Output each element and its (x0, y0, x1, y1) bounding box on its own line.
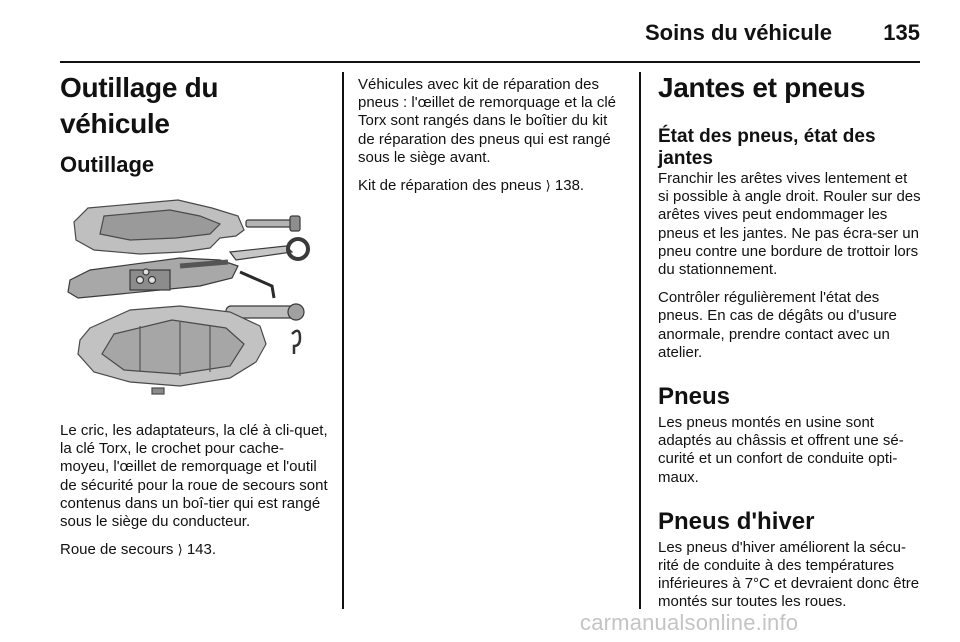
tools-description: Le cric, les adaptateurs, la clé à cli-quet, la clé Torx, le crochet pour cache-moyeu, l'œillet de remorquage et l'outil de sécurité pour la roue de secours sont contenus dans un boî-tier qui est rangé sous le siège du conducteur. (60, 422, 328, 531)
tyre-condition-text-2: Contrôler régulièrement l'état des pneus. En cas de dégâts ou d'usure anormale, prendre contact avec un atelier. (658, 289, 897, 361)
repair-kit-page-ref[interactable]: 138. (554, 177, 585, 195)
page-number: 135 (883, 20, 920, 45)
watermark: carmanualsonline.info (580, 610, 799, 635)
spare-wheel-reference (60, 541, 328, 559)
winter-tyres-text: Les pneus d'hiver améliorent la sécu-rité de conduite à des températures inférieures à 7°C et devraient donc être montés sur toutes les roues. (658, 538, 920, 611)
subheading-tyre-condition: État des pneus, état des jantes (658, 126, 876, 169)
xref-arrow-icon: ⟩ (177, 542, 183, 558)
column-3 (658, 70, 922, 622)
header-title: Soins du véhicule (644, 20, 832, 45)
column-1 (60, 70, 328, 569)
xref-arrow-icon: ⟩ (545, 178, 551, 194)
section-heading-vehicle-tools: Outillage du véhicule (60, 72, 219, 139)
spare-wheel-text: Roue de secours (60, 541, 174, 559)
subheading-tyres: Pneus (658, 383, 731, 411)
section-heading-wheels-tyres: Jantes et pneus (658, 72, 866, 103)
column-2 (358, 76, 626, 205)
repair-kit-text: Kit de réparation des pneus (358, 177, 542, 195)
subheading-tools: Outillage (60, 152, 155, 177)
column-divider-1 (342, 72, 344, 609)
tyre-condition-text-1: Franchir les arêtes vives lentement et si possible à angle droit. Rouler sur des arêtes vives peut endommager les pneus et les jantes. Ne pas écra-ser un pneu contre une bordure de trottoir lors du stationnement. (658, 170, 921, 279)
spare-wheel-page-ref[interactable]: 143. (186, 541, 217, 559)
page-header (60, 14, 920, 48)
subheading-winter-tyres: Pneus d'hiver (658, 507, 815, 535)
tool-kit-illustration (60, 194, 322, 406)
tyres-text: Les pneus montés en usine sont adaptés au châssis et offrent une sé-curité et un confort de conduite opti-maux. (658, 414, 904, 486)
column-divider-2 (639, 72, 641, 609)
repair-kit-description: Véhicules avec kit de réparation des pneus : l'œillet de remorquage et la clé Torx sont rangés dans le boîtier du kit de réparation des pneus qui est rangé sous le siège avant. (358, 76, 616, 166)
repair-kit-reference (358, 177, 626, 195)
header-rule (60, 61, 920, 63)
